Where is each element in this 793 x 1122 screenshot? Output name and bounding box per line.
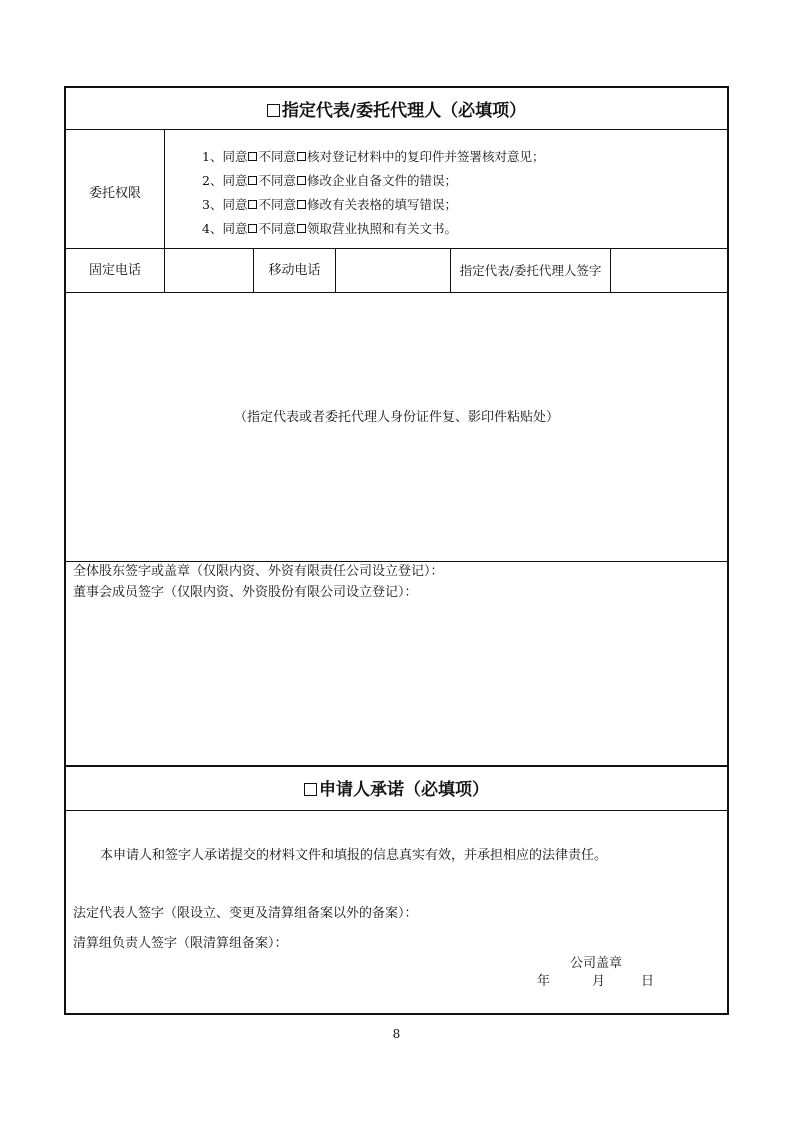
fixed-phone-label: 固定电话: [88, 263, 141, 278]
disagree-checkbox[interactable]: [297, 224, 306, 233]
company-seal-label: 公司盖章: [570, 956, 623, 971]
form-table: [64, 86, 729, 1015]
divider: [335, 248, 336, 292]
agree-checkbox[interactable]: [248, 224, 257, 233]
permission-item-4: 4、同意 不同意 领取营业执照和有关文书。: [202, 221, 457, 236]
legal-rep-sign-label: 法定代表人签字（限设立、变更及清算组备案以外的备案）：: [73, 906, 418, 921]
checkbox-icon[interactable]: [267, 104, 280, 117]
permission-label: 委托权限: [88, 186, 141, 201]
agree-checkbox[interactable]: [248, 200, 257, 209]
divider: [66, 561, 727, 562]
id-paste-hint: （指定代表或者委托代理人身份证件复、影印件粘贴处）: [233, 410, 559, 425]
month-label: 月: [592, 974, 606, 989]
divider: [66, 765, 727, 767]
section-title-agent-text: 指定代表/委托代理人（必填项）: [281, 101, 527, 121]
divider: [164, 129, 165, 248]
page-number: 8: [392, 1027, 401, 1041]
shareholder-sign-label: 全体股东签字或盖章（仅限内资、外资有限责任公司设立登记）：: [73, 564, 444, 579]
board-sign-label: 董事会成员签字（仅限内资、外资股份有限公司设立登记）：: [73, 585, 418, 600]
signature-label: 指定代表/委托代理人签字: [459, 263, 602, 278]
divider: [66, 292, 727, 293]
section-title-promise-text: 申请人承诺（必填项）: [319, 780, 489, 800]
liquidation-sign-label: 清算组负责人签字（限清算组备案）：: [73, 936, 288, 951]
permission-item-1: 1、同意 不同意 核对登记材料中的复印件并签署核对意见；: [202, 149, 545, 164]
disagree-checkbox[interactable]: [297, 152, 306, 161]
promise-text: 本申请人和签字人承诺提交的材料文件和填报的信息真实有效，并承担相应的法律责任。: [100, 848, 608, 863]
disagree-checkbox[interactable]: [297, 200, 306, 209]
agree-checkbox[interactable]: [248, 152, 257, 161]
permission-item-3: 3、同意 不同意 修改有关表格的填写错误；: [202, 197, 457, 212]
mobile-phone-label: 移动电话: [268, 263, 321, 278]
day-label: 日: [641, 974, 655, 989]
divider: [66, 810, 727, 811]
disagree-checkbox[interactable]: [297, 176, 306, 185]
year-label: 年: [537, 974, 551, 989]
divider: [610, 248, 611, 292]
divider: [66, 129, 727, 130]
permission-item-2: 2、同意 不同意 修改企业自备文件的错误；: [202, 173, 457, 188]
checkbox-icon[interactable]: [304, 783, 317, 796]
agree-checkbox[interactable]: [248, 176, 257, 185]
divider: [66, 248, 727, 249]
divider: [164, 248, 165, 292]
section-title-promise: [66, 779, 727, 801]
section-title-agent: [66, 100, 727, 122]
